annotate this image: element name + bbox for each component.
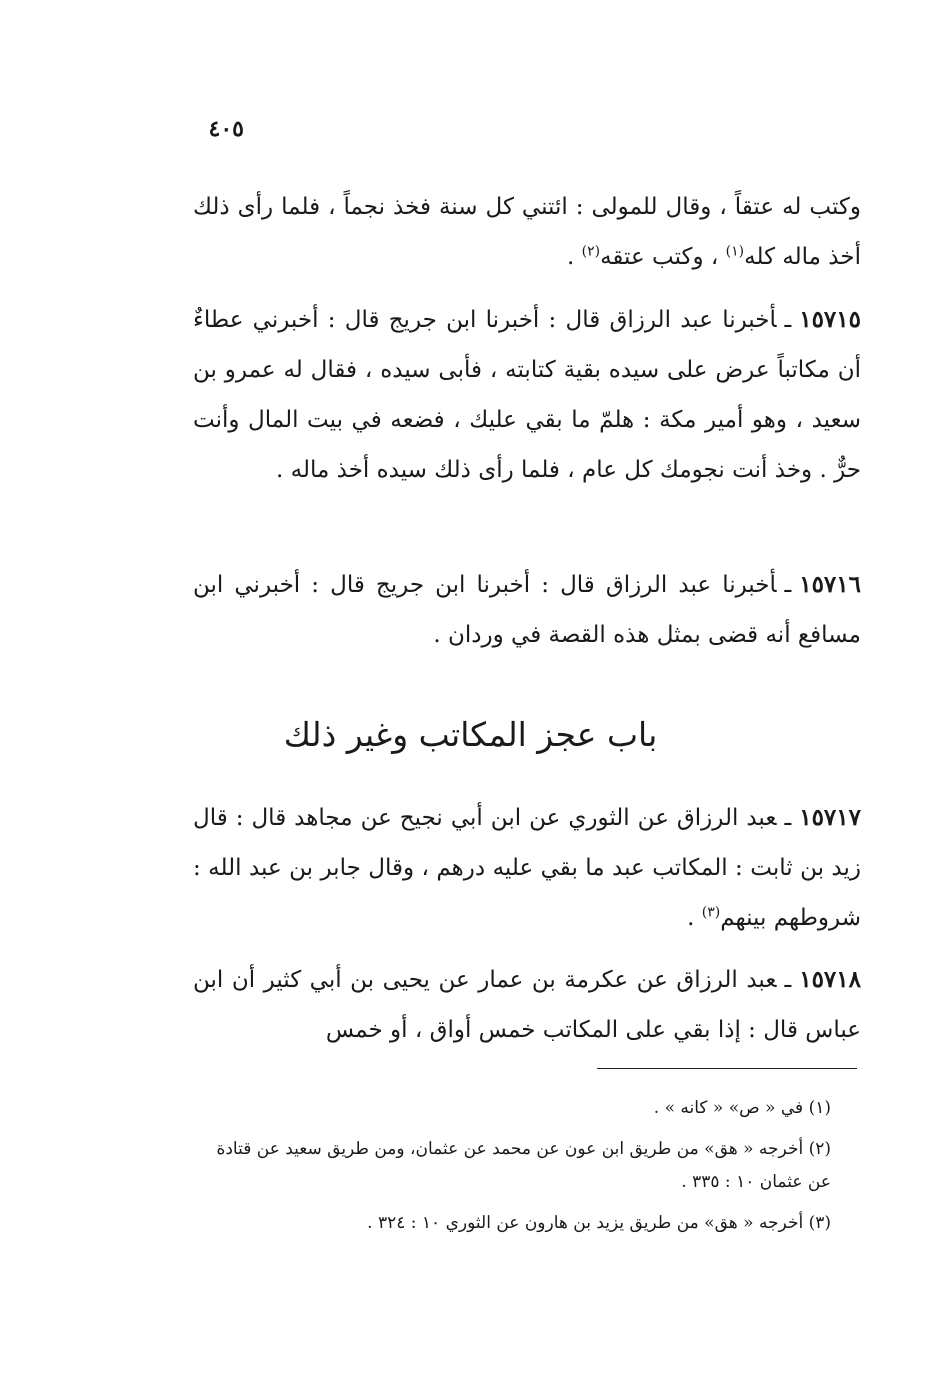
footnote-3: (٣) أخرجه « هق» من طريق يزيد بن هارون عن الثوري ١٠ : ٣٢٤ .	[367, 1213, 831, 1233]
footnote-marker: (٢)	[581, 243, 601, 260]
paragraph-text: أخبرنا عبد الرزاق قال : أخبرنا ابن جريج قال : أخبرني ابن مسافع أنه قضى بمثل هذه القصة في وردان .	[193, 572, 861, 648]
footnotes	[193, 1092, 861, 1248]
footnote-2: (٢) أخرجه « هق» من طريق ابن عون عن محمد عن عثمان، ومن طريق سعيد عن قتادة عن عثمان ١٠ : ٣٣٥ .	[216, 1139, 831, 1192]
page-number: ٤٠٥	[208, 116, 244, 142]
continuation-paragraph	[193, 182, 861, 282]
hadith-paragraph	[193, 560, 861, 660]
paragraph-text: .	[566, 244, 575, 270]
paragraph-text: عبد الرزاق عن عكرمة بن عمار عن يحيى بن أبي كثير أن ابن عباس قال : إذا بقي على المكاتب خمس أواق ، أو خمس	[193, 967, 861, 1043]
paragraph-text: أخبرنا عبد الرزاق قال : أخبرنا ابن جريج قال : أخبرني عطاءٌ أن مكاتباً عرض على سيده بقية كتابته ، فأبى سيده ، فقال له عمرو بن سعيد ، وهو أمير مكة : هلمّ ما بقي عليك ، فضعه في بيت المال وأنت حرٌّ . وخذ أنت نجومك كل عام ، فلما رأى ذلك سيده أخذ ماله .	[193, 307, 861, 483]
footnote-marker: (٣)	[701, 904, 721, 921]
hadith-paragraph	[193, 955, 861, 1055]
hadith-dash: ـ	[784, 572, 792, 598]
paragraph-text: .	[687, 905, 695, 931]
footnote-divider	[597, 1068, 857, 1069]
paragraph-text: عبد الرزاق عن الثوري عن ابن أبي نجيح عن مجاهد قال : قال زيد بن ثابت : المكاتب عبد ما بقي عليه درهم ، وقال جابر بن عبد الله : شروطهم بينهم	[193, 805, 861, 931]
hadith-paragraph	[193, 295, 861, 495]
hadith-number: ١٥٧١٥	[799, 306, 861, 333]
chapter-title: باب عجز المكاتب وغير ذلك	[283, 715, 658, 754]
hadith-number: ١٥٧١٧	[799, 804, 861, 831]
hadith-number: ١٥٧١٨	[799, 966, 861, 993]
hadith-dash: ـ	[784, 967, 792, 993]
hadith-number: ١٥٧١٦	[799, 571, 861, 598]
hadith-dash: ـ	[784, 805, 792, 831]
hadith-paragraph	[193, 793, 861, 943]
paragraph-text: وكتب له عتقاً ، وقال للمولى : ائتني كل سنة فخذ نجماً ، فلما رأى ذلك أخذ ماله كله	[193, 194, 861, 270]
paragraph-text: ، وكتب عتقه	[600, 244, 719, 270]
hadith-dash: ـ	[784, 307, 792, 333]
footnote-1: (١) في « ص» « كانه » .	[653, 1098, 831, 1118]
footnote-marker: (١)	[725, 243, 745, 260]
